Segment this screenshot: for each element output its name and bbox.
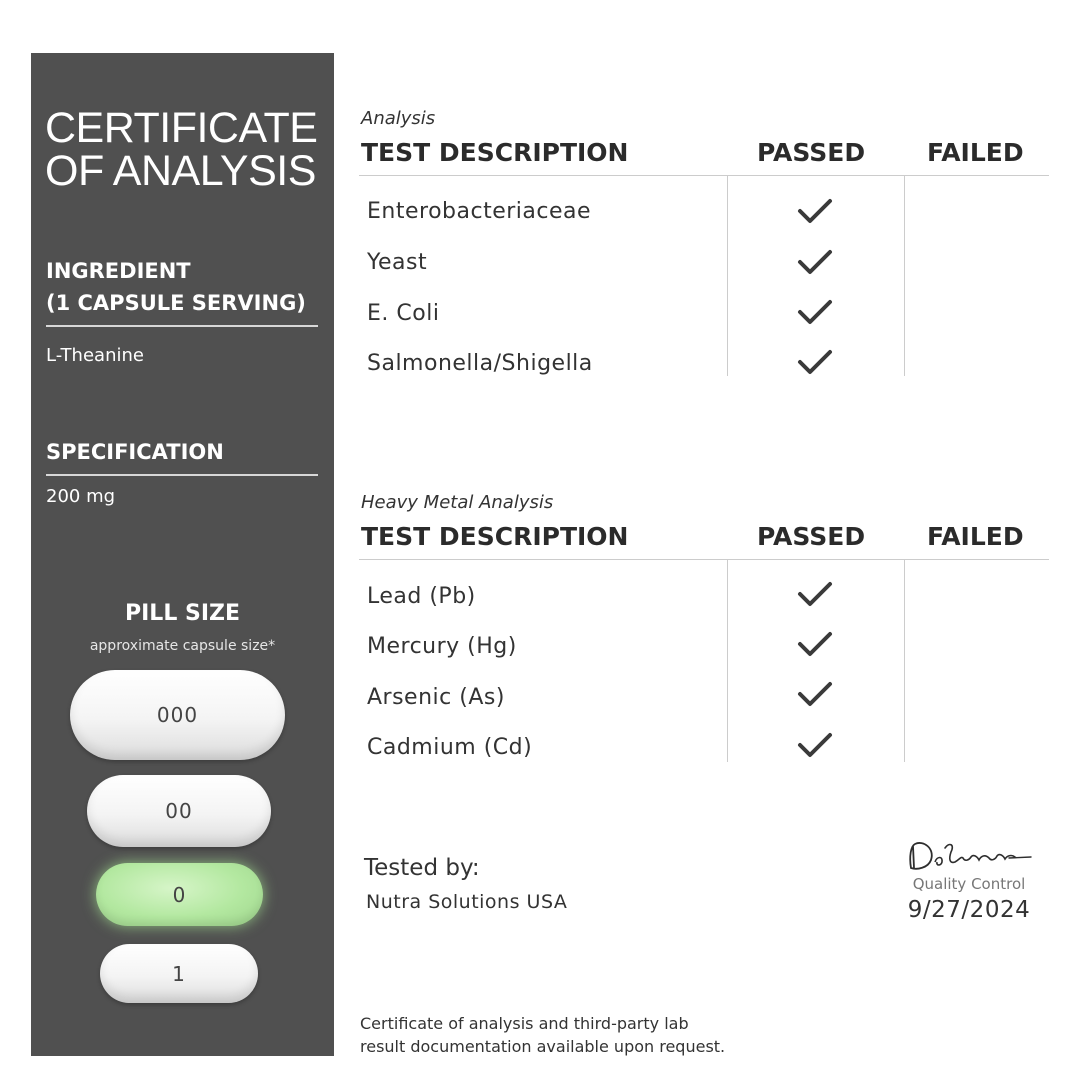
analysis-row-label: Enterobacteriaceae <box>367 199 592 224</box>
analysis-row-label: Yeast <box>367 250 428 275</box>
quality-control-label: Quality Control <box>912 875 1026 893</box>
analysis-col-divider-1 <box>727 176 728 376</box>
capsule-size-1: 1 <box>100 944 258 1003</box>
passed-check-icon <box>797 348 833 376</box>
capsule-size-00: 00 <box>87 775 271 847</box>
tested-by-value: Nutra Solutions USA <box>366 891 568 913</box>
specification-heading: SPECIFICATION <box>46 436 318 476</box>
quality-control-date: 9/27/2024 <box>907 897 1031 923</box>
heavy-metal-title: Heavy Metal Analysis <box>361 492 554 513</box>
passed-check-icon <box>797 248 833 276</box>
passed-check-icon <box>797 580 833 608</box>
specification-value: 200 mg <box>46 486 116 507</box>
analysis-col-failed: FAILED <box>927 138 1024 167</box>
certificate-title: CERTIFICATE OF ANALYSIS <box>45 104 318 195</box>
heavy-metal-col-passed: PASSED <box>757 522 866 551</box>
analysis-col-divider-2 <box>904 176 905 376</box>
passed-check-icon <box>797 298 833 326</box>
capsule-size-000: 000 <box>70 670 285 760</box>
analysis-row-label: E. Coli <box>367 301 440 326</box>
analysis-row-label: Salmonella/Shigella <box>367 351 593 376</box>
heavy-metal-row-label: Arsenic (As) <box>367 685 505 710</box>
analysis-col-passed: PASSED <box>757 138 866 167</box>
heavy-metal-header-divider <box>359 559 1049 560</box>
left-panel <box>31 53 334 1056</box>
footnote: Certificate of analysis and third-party lab result documentation available upon request. <box>360 1014 726 1056</box>
passed-check-icon <box>797 630 833 658</box>
heavy-metal-row-label: Mercury (Hg) <box>367 634 517 659</box>
ingredient-value: L-Theanine <box>46 345 144 366</box>
signature-image <box>905 838 1035 874</box>
analysis-header-divider <box>359 175 1049 176</box>
passed-check-icon <box>797 197 833 225</box>
pill-size-title: PILL SIZE <box>124 601 241 626</box>
passed-check-icon <box>797 731 833 759</box>
heavy-metal-col-divider-1 <box>727 560 728 762</box>
ingredient-heading: INGREDIENT (1 CAPSULE SERVING) <box>46 255 318 327</box>
passed-check-icon <box>797 680 833 708</box>
heavy-metal-col-failed: FAILED <box>927 522 1024 551</box>
capsule-size-0-selected: 0 <box>96 863 263 926</box>
heavy-metal-row-label: Cadmium (Cd) <box>367 735 533 760</box>
heavy-metal-col-divider-2 <box>904 560 905 762</box>
pill-size-subtitle: approximate capsule size* <box>89 638 276 654</box>
heavy-metal-row-label: Lead (Pb) <box>367 584 476 609</box>
tested-by-label: Tested by: <box>364 855 480 881</box>
analysis-col-test-description: TEST DESCRIPTION <box>361 138 629 167</box>
analysis-title: Analysis <box>361 108 436 129</box>
heavy-metal-col-test-description: TEST DESCRIPTION <box>361 522 629 551</box>
